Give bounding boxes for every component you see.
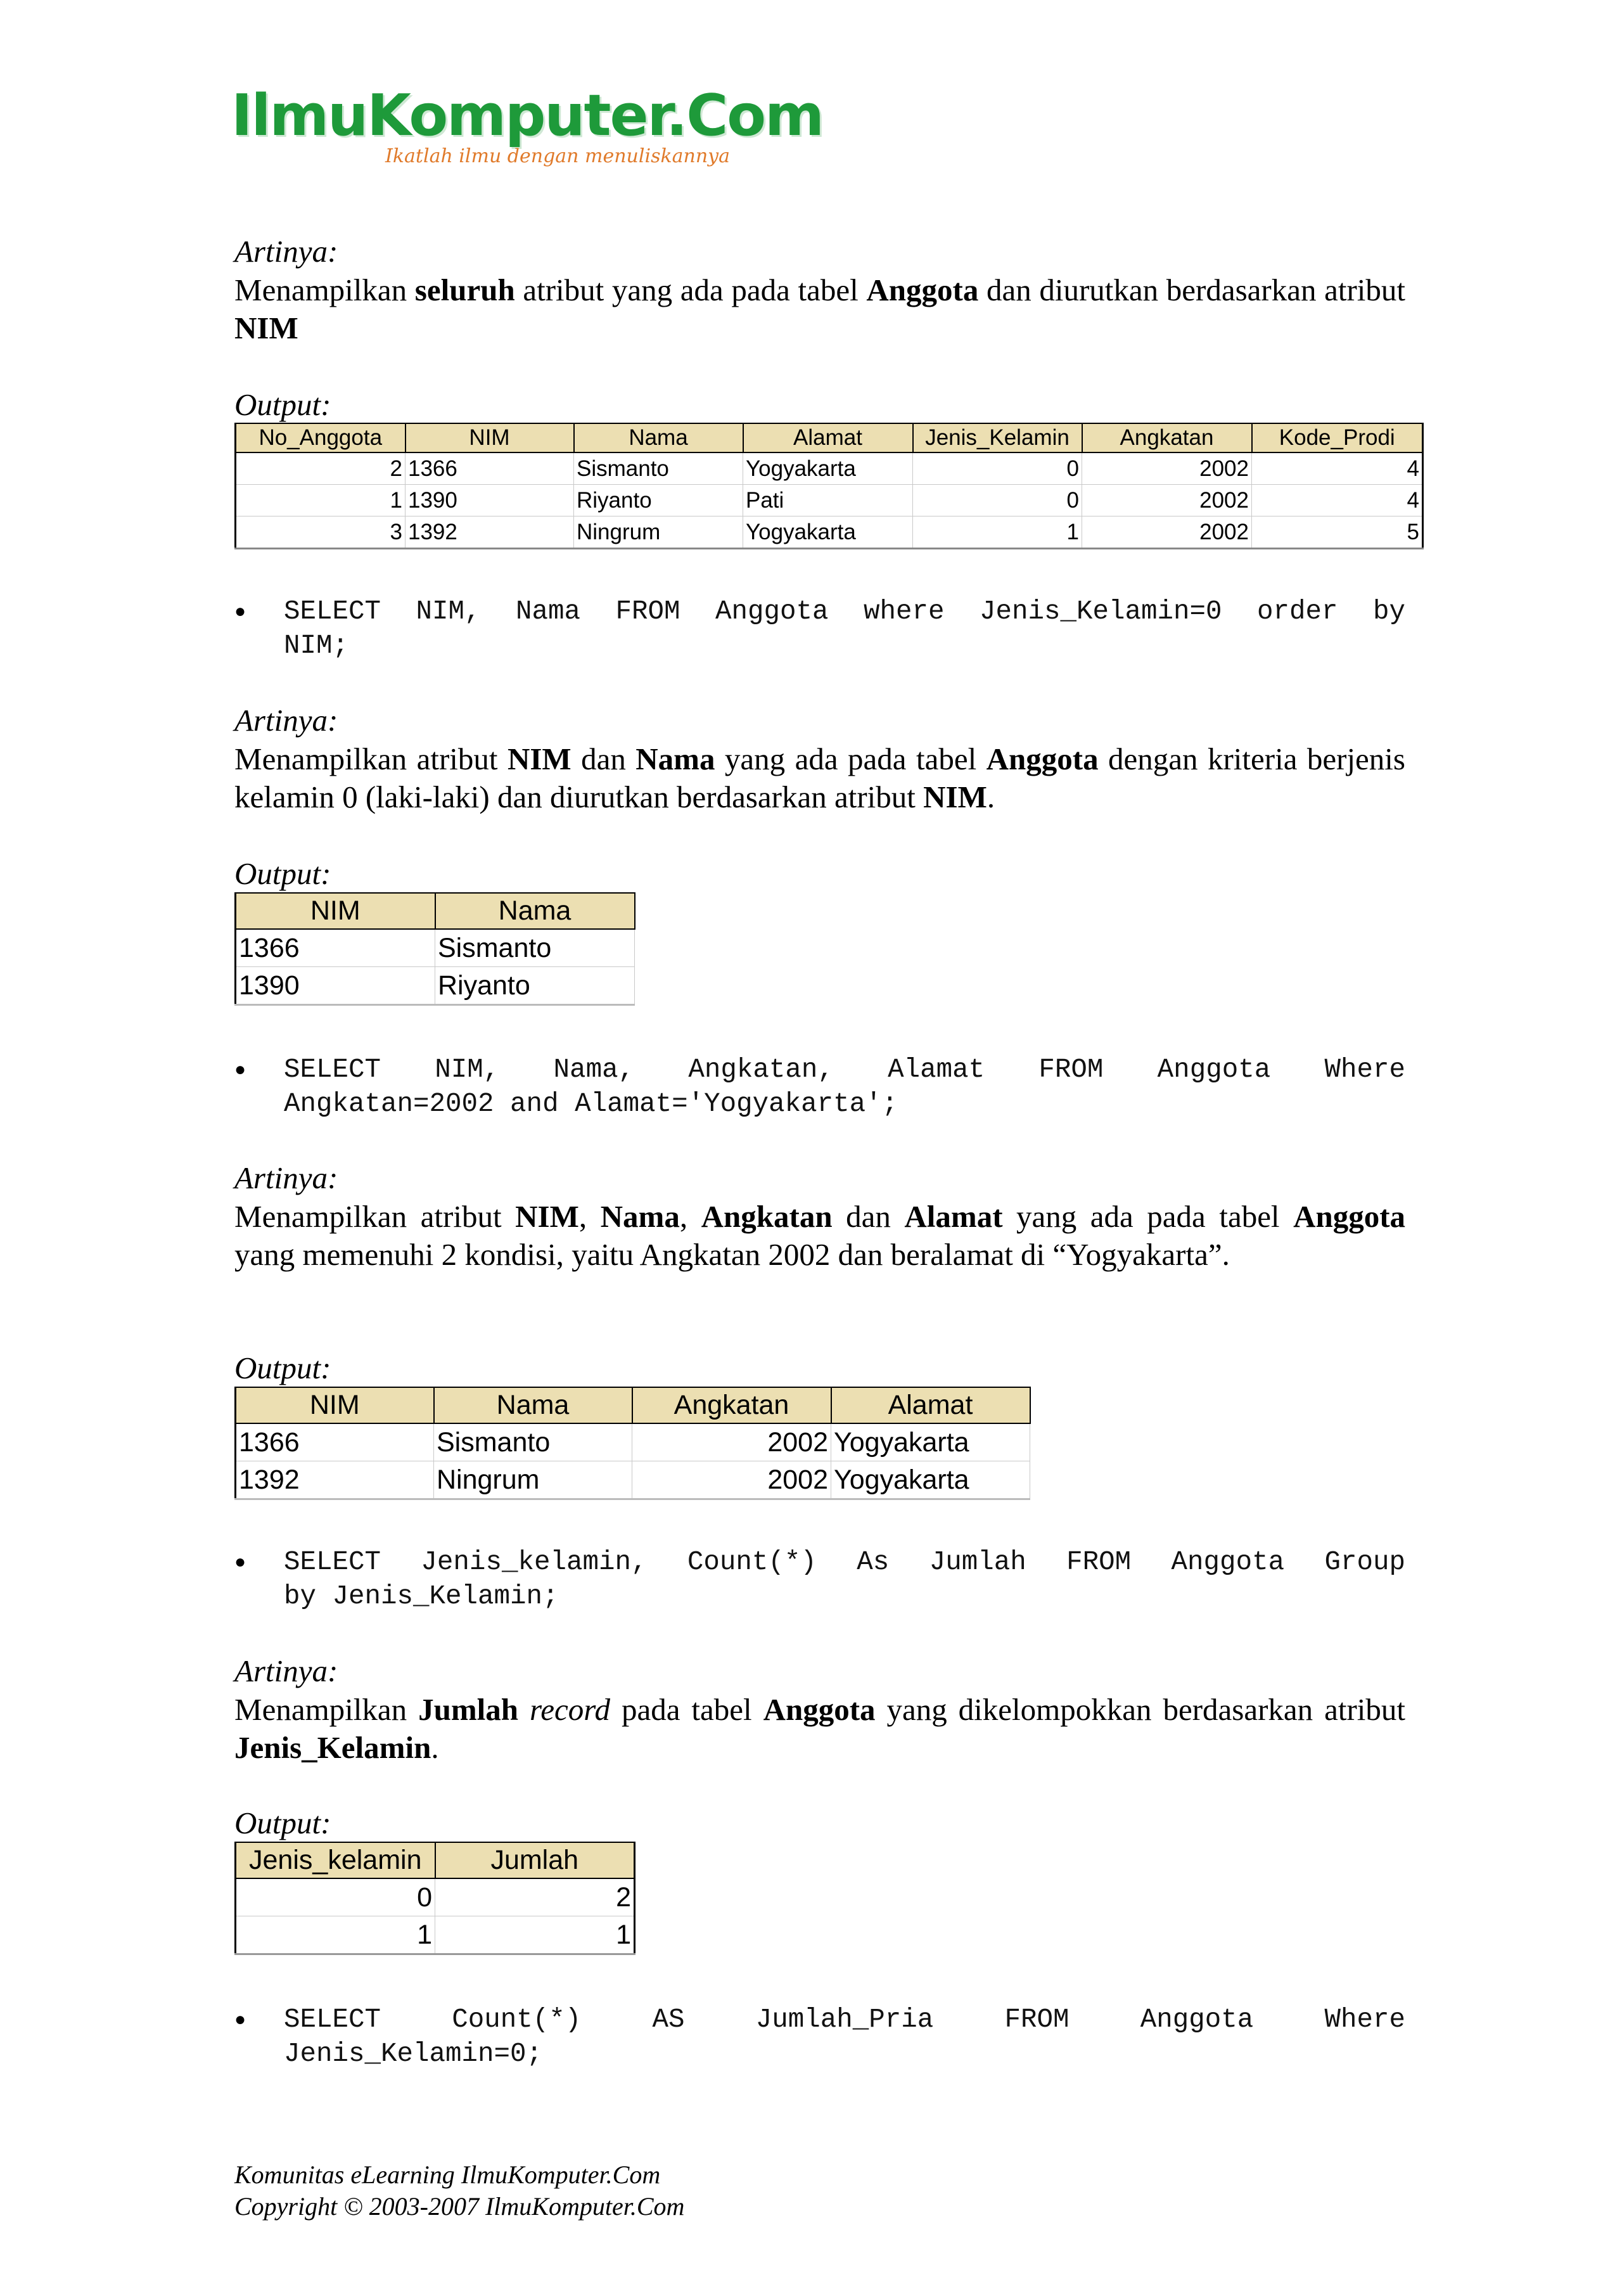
table-cell: Ningrum	[574, 516, 743, 549]
bullet-icon: ●	[234, 1551, 246, 1572]
column-header: Angkatan	[632, 1387, 831, 1423]
table-cell: 5	[1252, 516, 1423, 549]
column-header: Alamat	[743, 423, 913, 452]
table-nim-nama-angkatan-alamat	[234, 1387, 1031, 1500]
table-cell: Riyanto	[574, 485, 743, 516]
table-cell: Yogyakarta	[831, 1461, 1030, 1499]
footer-copyright: Copyright © 2003-2007 IlmuKomputer.Com	[234, 2192, 685, 2221]
bullet-icon: ●	[234, 1059, 246, 1080]
table-cell: 1366	[236, 929, 435, 967]
column-header: Jumlah	[435, 1842, 635, 1878]
column-header: NIM	[236, 1387, 434, 1423]
column-header: Nama	[435, 893, 635, 929]
table-row	[236, 1461, 1030, 1499]
table-cell: 3	[236, 516, 406, 549]
sql-query-code: SELECT Count(*) AS Jumlah_Pria FROM Anggota Where Jenis_Kelamin=0;	[284, 2004, 1405, 2069]
table-row	[236, 452, 1423, 485]
artinya-label: Artinya:	[234, 1653, 338, 1688]
table-jenis-kelamin-jumlah	[234, 1842, 635, 1955]
table-cell: Sismanto	[574, 452, 743, 485]
table-cell: 1	[236, 485, 406, 516]
table-row	[236, 929, 635, 967]
table-row	[236, 1878, 635, 1916]
output-label: Output:	[234, 1350, 331, 1385]
table-cell: 1	[435, 1916, 635, 1954]
table-row	[236, 516, 1423, 549]
table-cell: 1366	[406, 452, 574, 485]
table-cell: 1390	[406, 485, 574, 516]
artinya-label: Artinya:	[234, 234, 338, 269]
table-cell: 1366	[236, 1423, 434, 1461]
table-nim-nama	[234, 892, 635, 1006]
table-row	[236, 967, 635, 1005]
table-cell: 0	[236, 1878, 435, 1916]
table-anggota-all	[234, 423, 1424, 549]
table-cell: Ningrum	[434, 1461, 632, 1499]
output-label: Output:	[234, 1805, 331, 1840]
sql-query-code: SELECT NIM, Nama FROM Anggota where Jenis_Kelamin=0 order by NIM;	[284, 596, 1405, 661]
column-header: Nama	[574, 423, 743, 452]
bullet-icon: ●	[234, 2009, 246, 2030]
table-cell: 2002	[1082, 452, 1252, 485]
table-cell: 1	[236, 1916, 435, 1954]
table-cell: 2002	[632, 1461, 831, 1499]
artinya-label: Artinya:	[234, 1160, 338, 1195]
explanation-paragraph: Menampilkan atribut NIM dan Nama yang ada pada tabel Anggota dengan kriteria berjenis kelamin 0 (laki-laki) dan diurutkan berdasarkan atribut NIM.	[234, 741, 1405, 814]
table-cell: 1390	[236, 967, 435, 1005]
site-logo-title: IlmuKomputer.Com	[231, 82, 823, 149]
table-row	[236, 1423, 1030, 1461]
table-cell: 0	[913, 452, 1082, 485]
table-cell: 2002	[632, 1423, 831, 1461]
output-label: Output:	[234, 387, 331, 422]
table-cell: Sismanto	[435, 929, 635, 967]
table-cell: 2	[435, 1878, 635, 1916]
column-header: Jenis_kelamin	[236, 1842, 435, 1878]
bullet-icon: ●	[234, 601, 246, 622]
column-header: Kode_Prodi	[1252, 423, 1423, 452]
column-header: Alamat	[831, 1387, 1030, 1423]
column-header: Angkatan	[1082, 423, 1252, 452]
table-cell: 2002	[1082, 485, 1252, 516]
table-cell: 1392	[406, 516, 574, 549]
column-header: NIM	[236, 893, 435, 929]
table-cell: Riyanto	[435, 967, 635, 1005]
table-cell: 4	[1252, 452, 1423, 485]
table-cell: 2002	[1082, 516, 1252, 549]
explanation-paragraph: Menampilkan Jumlah record pada tabel Anggota yang dikelompokkan berdasarkan atribut Jenis_Kelamin.	[234, 1692, 1406, 1765]
explanation-paragraph: Menampilkan atribut NIM, Nama, Angkatan dan Alamat yang ada pada tabel Anggota yang memenuhi 2 kondisi, yaitu Angkatan 2002 dan beralamat di “Yogyakarta”.	[234, 1199, 1406, 1272]
output-label: Output:	[234, 856, 331, 891]
sql-query-code: SELECT Jenis_kelamin, Count(*) As Jumlah FROM Anggota Group by Jenis_Kelamin;	[284, 1547, 1405, 1612]
artinya-label: Artinya:	[234, 703, 338, 738]
table-cell: 1392	[236, 1461, 434, 1499]
table-cell: Sismanto	[434, 1423, 632, 1461]
table-cell: Yogyakarta	[831, 1423, 1030, 1461]
column-header: NIM	[406, 423, 574, 452]
table-cell: 2	[236, 452, 406, 485]
table-cell: Yogyakarta	[743, 452, 913, 485]
table-row	[236, 485, 1423, 516]
table-cell: 4	[1252, 485, 1423, 516]
table-cell: Yogyakarta	[743, 516, 913, 549]
column-header: Jenis_Kelamin	[913, 423, 1082, 452]
table-cell: 1	[913, 516, 1082, 549]
sql-query-code: SELECT NIM, Nama, Angkatan, Alamat FROM Anggota Where Angkatan=2002 and Alamat='Yogyakarta';	[284, 1055, 1405, 1119]
footer-community: Komunitas eLearning IlmuKomputer.Com	[234, 2160, 661, 2189]
column-header: No_Anggota	[236, 423, 406, 452]
table-cell: 0	[913, 485, 1082, 516]
site-logo-tagline: Ikatlah ilmu dengan menuliskannya	[385, 145, 730, 167]
table-row	[236, 1916, 635, 1954]
explanation-paragraph: Menampilkan seluruh atribut yang ada pada tabel Anggota dan diurutkan berdasarkan atribut NIM	[234, 273, 1406, 345]
table-cell: Pati	[743, 485, 913, 516]
column-header: Nama	[434, 1387, 632, 1423]
